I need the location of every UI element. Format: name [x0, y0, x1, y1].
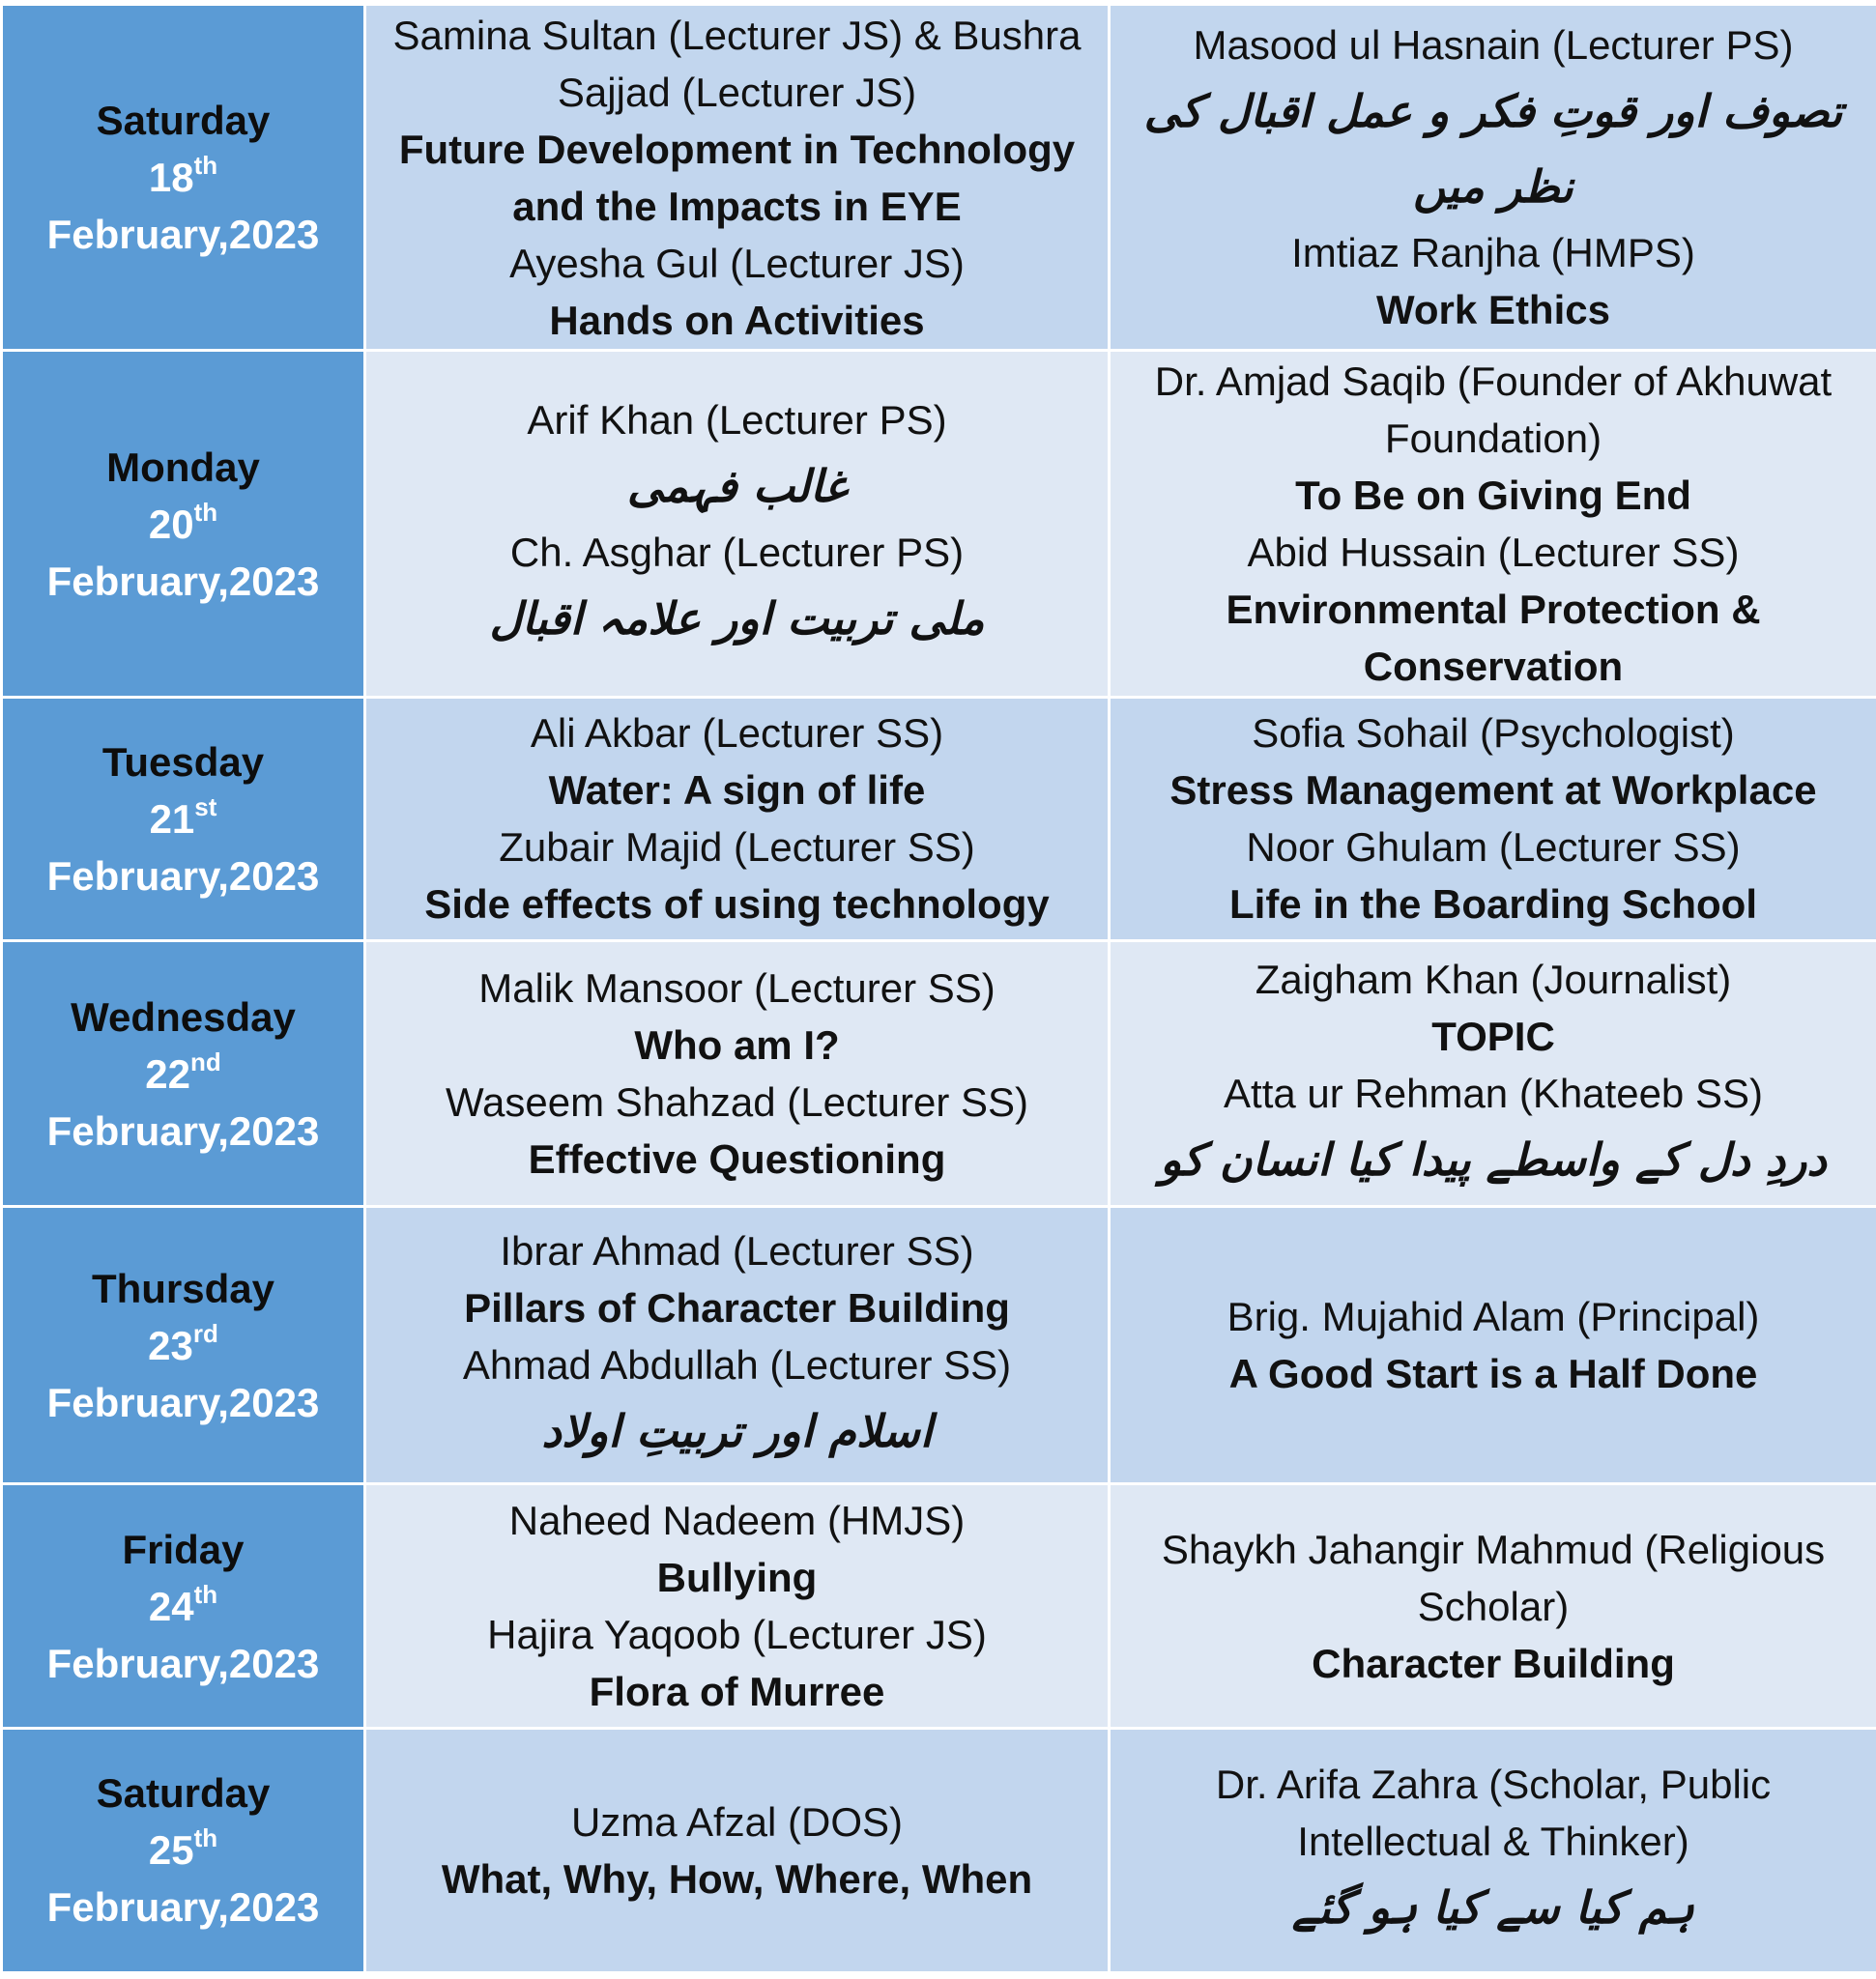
day-cell	[2, 351, 365, 697]
speaker-name: Noor Ghulam (Lecturer SS)	[1246, 824, 1741, 871]
topic-title: Side effects of using technology	[424, 881, 1050, 928]
date-day: 24	[148, 1583, 194, 1629]
speaker-name: Ahmad Abdullah (Lecturer SS)	[462, 1341, 1012, 1388]
day-name: Saturday	[96, 1770, 271, 1817]
session-cell-first	[365, 697, 1110, 940]
session-cell-first	[365, 940, 1110, 1206]
speaker-name: Uzma Afzal (DOS)	[570, 1798, 904, 1845]
schedule-row	[2, 351, 1876, 697]
date-month-year: February,2023	[46, 558, 320, 604]
speaker-name: Malik Mansoor (Lecturer SS)	[478, 965, 996, 1012]
session-cell-second	[1110, 351, 1876, 697]
date-month-year: February,2023	[46, 1640, 320, 1686]
session-cell-first	[365, 1484, 1110, 1728]
urdu-topic: ہم کیا سے کیا ہو گئے	[1291, 1880, 1695, 1934]
date-number	[20, 1317, 346, 1374]
topic-title: What, Why, How, Where, When	[441, 1855, 1033, 1902]
speaker-name: Abid Hussain (Lecturer SS)	[1247, 530, 1740, 576]
date-day: 22	[145, 1050, 190, 1097]
urdu-topic: اسلام اور تربیتِ اولاد	[541, 1404, 933, 1457]
schedule-body	[2, 5, 1876, 1973]
day-name: Thursday	[91, 1265, 275, 1311]
day-name: Friday	[122, 1526, 245, 1572]
topic-title: Stress Management at Workplace	[1169, 767, 1817, 814]
date-month-year: February,2023	[46, 1107, 320, 1154]
speaker-name: Zaigham Khan (Journalist)	[1255, 956, 1732, 1002]
day-cell	[2, 1207, 365, 1484]
schedule-row	[2, 1207, 1876, 1484]
speaker-name: Waseem Shahzad (Lecturer SS)	[445, 1079, 1029, 1126]
date-number	[20, 149, 346, 206]
topic-title: Water: A sign of life	[548, 767, 926, 814]
session-cell-second	[1110, 5, 1876, 351]
speaker-name: Dr. Arifa Zahra (Scholar, Public Intellectual & Thinker)	[1215, 1761, 1772, 1864]
day-name: Tuesday	[101, 738, 265, 785]
topic-title: Effective Questioning	[528, 1136, 946, 1183]
topic-title: Environmental Protection & Conservation	[1226, 587, 1761, 690]
topic-title: Life in the Boarding School	[1229, 881, 1757, 928]
date-number	[20, 790, 346, 847]
session-cell-first	[365, 1207, 1110, 1484]
schedule-row	[2, 1484, 1876, 1728]
date-number	[20, 496, 346, 553]
topic-title: To Be on Giving End	[1295, 473, 1691, 519]
date-day: 25	[148, 1827, 194, 1874]
topic-title: Hands on Activities	[549, 297, 925, 343]
session-cell-second	[1110, 1484, 1876, 1728]
speaker-name: Zubair Majid (Lecturer SS)	[499, 824, 975, 871]
session-cell-second	[1110, 1207, 1876, 1484]
speaker-name: Naheed Nadeem (HMJS)	[508, 1498, 966, 1544]
topic-title: A Good Start is a Half Done	[1228, 1351, 1758, 1397]
session-cell-second	[1110, 697, 1876, 940]
speaker-name: Imtiaz Ranjha (HMPS)	[1291, 230, 1695, 276]
topic-title: Work Ethics	[1376, 287, 1610, 333]
speaker-name: Ali Akbar (Lecturer SS)	[530, 710, 944, 757]
day-name: Wednesday	[71, 993, 296, 1040]
session-cell-first	[365, 351, 1110, 697]
topic-title: Who am I?	[634, 1022, 840, 1069]
date-day: 21	[149, 795, 195, 842]
topic-title: Pillars of Character Building	[464, 1284, 1010, 1331]
session-cell-second	[1110, 1728, 1876, 1972]
schedule-row	[2, 940, 1876, 1206]
day-name: Monday	[106, 444, 260, 490]
speaker-name: Ayesha Gul (Lecturer JS)	[509, 240, 965, 286]
urdu-topic: ملی تربیت اور علامہ اقبال	[489, 592, 985, 645]
date-day: 23	[148, 1322, 193, 1368]
topic-title: Bullying	[656, 1555, 818, 1601]
speaker-name: Masood ul Hasnain (Lecturer PS)	[1193, 22, 1794, 69]
urdu-topic: تصوف اور قوتِ فکر و عمل اقبال کی نظر میں	[1143, 85, 1843, 214]
speaker-name: Ch. Asghar (Lecturer PS)	[509, 530, 965, 576]
day-cell	[2, 940, 365, 1206]
session-cell-second	[1110, 940, 1876, 1206]
date-day: 18	[148, 155, 194, 201]
date-suffix: th	[193, 1579, 218, 1609]
schedule-row	[2, 1728, 1876, 1972]
day-name: Saturday	[96, 98, 271, 144]
speaker-name: Dr. Amjad Saqib (Founder of Akhuwat Foundation)	[1154, 359, 1833, 462]
session-cell-first	[365, 5, 1110, 351]
date-month-year: February,2023	[46, 212, 320, 258]
topic-title: Flora of Murree	[589, 1669, 885, 1715]
urdu-topic: دردِ دل کے واسطے پیدا کیا انسان کو	[1160, 1133, 1827, 1186]
date-month-year: February,2023	[46, 1379, 320, 1425]
speaker-name: Arif Khan (Lecturer PS)	[527, 397, 947, 444]
date-number	[20, 1578, 346, 1635]
speaker-name: Brig. Mujahid Alam (Principal)	[1227, 1294, 1760, 1340]
day-cell	[2, 5, 365, 351]
day-cell	[2, 1728, 365, 1972]
speaker-name: Sofia Sohail (Psychologist)	[1252, 710, 1735, 757]
speaker-name: Ibrar Ahmad (Lecturer SS)	[500, 1227, 974, 1274]
speaker-name: Hajira Yaqoob (Lecturer JS)	[487, 1612, 987, 1658]
speaker-name: Samina Sultan (Lecturer JS) & Bushra Sajjad (Lecturer JS)	[392, 12, 1082, 115]
schedule-table	[0, 3, 1876, 1974]
schedule-row	[2, 697, 1876, 940]
date-suffix: nd	[189, 1047, 221, 1076]
date-suffix: th	[193, 151, 218, 181]
session-cell-first	[365, 1728, 1110, 1972]
date-suffix: rd	[192, 1318, 218, 1348]
day-cell	[2, 1484, 365, 1728]
speaker-name: Atta ur Rehman (Khateeb SS)	[1224, 1070, 1763, 1116]
date-suffix: st	[194, 791, 217, 821]
topic-title: TOPIC	[1431, 1013, 1555, 1059]
date-suffix: th	[193, 497, 218, 527]
speaker-name: Shaykh Jahangir Mahmud (Religious Scholar)	[1161, 1526, 1826, 1629]
date-month-year: February,2023	[46, 1884, 320, 1931]
date-number	[20, 1046, 346, 1103]
schedule-row	[2, 5, 1876, 351]
date-month-year: February,2023	[46, 852, 320, 899]
urdu-topic: غالب فہمی	[626, 460, 848, 513]
date-number	[20, 1821, 346, 1879]
date-suffix: th	[193, 1823, 218, 1853]
day-cell	[2, 697, 365, 940]
topic-title: Future Development in Technology and the Impacts in EYE	[398, 126, 1076, 229]
date-day: 20	[148, 501, 194, 547]
topic-title: Character Building	[1312, 1640, 1675, 1686]
